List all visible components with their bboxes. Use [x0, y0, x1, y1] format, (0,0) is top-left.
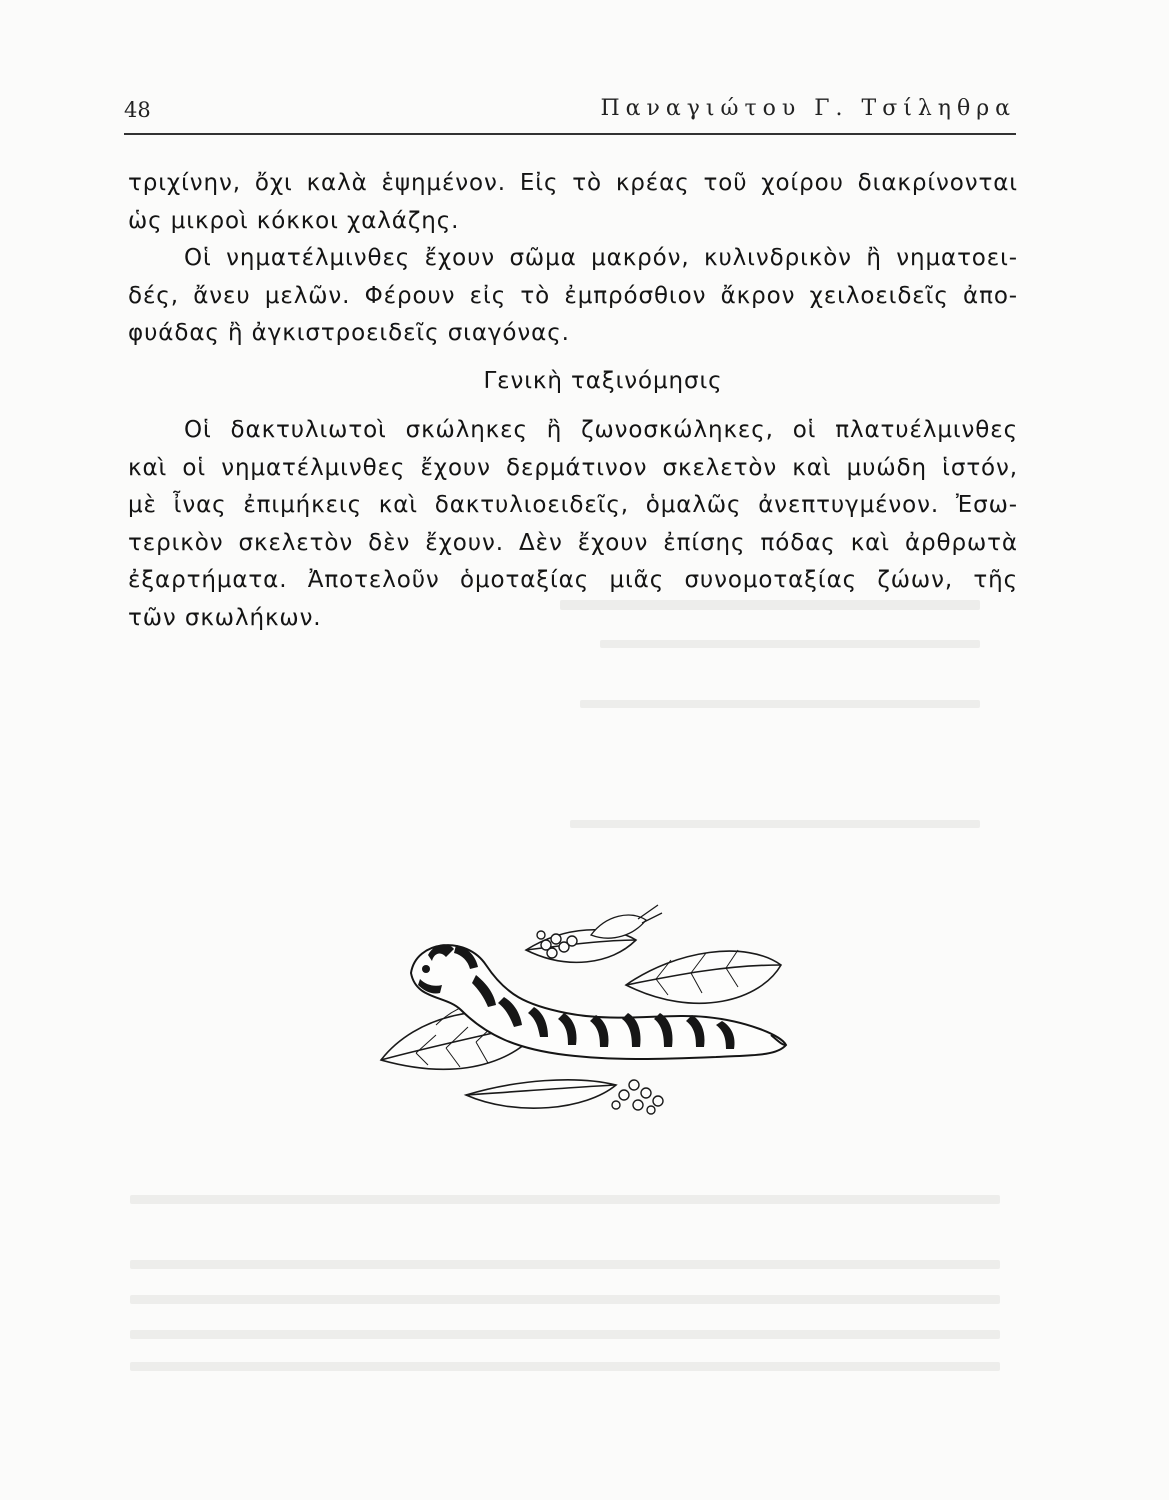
running-head: Παναγιώτου Γ. Τσίληθρα	[600, 96, 1016, 121]
paragraph-trichinella	[128, 165, 1018, 240]
show-through-mark	[130, 1195, 1000, 1204]
text-line: τερικὸν σκελετὸν δὲν ἔχουν. Δὲν ἔχουν ἐπίσης πόδας καὶ ἀρθρωτὰ	[128, 529, 1018, 556]
page-header	[124, 96, 1016, 130]
text-line: Οἱ νηματέλμινθες ἔχουν σῶμα μακρόν, κυλινδρικὸν ἢ νηματοει-	[184, 245, 1018, 271]
text-line: ὡς μικροὶ κόκκοι χαλάζης.	[128, 207, 460, 234]
body-text	[128, 165, 1018, 637]
show-through-mark	[130, 1295, 1000, 1304]
show-through-mark	[130, 1330, 1000, 1339]
text-line: δές, ἄνευ μελῶν. Φέρουν εἰς τὸ ἐμπρόσθιον ἄκρον χειλοειδεῖς ἀπο-	[128, 282, 1018, 309]
show-through-mark	[580, 700, 980, 708]
text-line: καὶ οἱ νηματέλμινθες ἔχουν δερμάτινον σκελετὸν καὶ μυώδη ἱστόν,	[128, 454, 1018, 481]
paragraph-classification	[128, 412, 1018, 637]
text-line: φυάδας ἢ ἀγκιστροειδεῖς σιαγόνας.	[128, 320, 570, 346]
header-rule	[124, 133, 1016, 135]
paragraph-nematodes	[128, 240, 1018, 353]
section-heading: Γενικὴ ταξινόμησις	[483, 367, 723, 394]
text-line: τῶν σκωλήκων.	[128, 604, 322, 631]
show-through-mark	[600, 640, 980, 648]
show-through-mark	[570, 820, 980, 828]
text-line: τριχίνην, ὄχι καλὰ ἑψημένον. Εἰς τὸ κρέας τοῦ χοίρου διακρίνονται	[128, 170, 1018, 196]
caterpillar-on-leaves-illustration	[376, 895, 796, 1125]
show-through-mark	[130, 1260, 1000, 1269]
show-through-mark	[130, 1362, 1000, 1371]
page-number: 48	[124, 98, 151, 122]
text-line: μὲ ἶνας ἐπιμήκεις καὶ δακτυλιοειδεῖς, ὁμαλῶς ἀνεπτυγμένον. Ἐσω-	[128, 492, 1018, 518]
text-line: ἐξαρτήματα. Ἀποτελοῦν ὁμοταξίας μιᾶς συνομοταξίας ζώων, τῆς	[128, 567, 1018, 593]
moth-sketch	[591, 905, 662, 938]
text-line: Οἱ δακτυλιωτοὶ σκώληκες ἢ ζωνοσκώληκες, οἱ πλατυέλμινθες	[184, 417, 1018, 443]
